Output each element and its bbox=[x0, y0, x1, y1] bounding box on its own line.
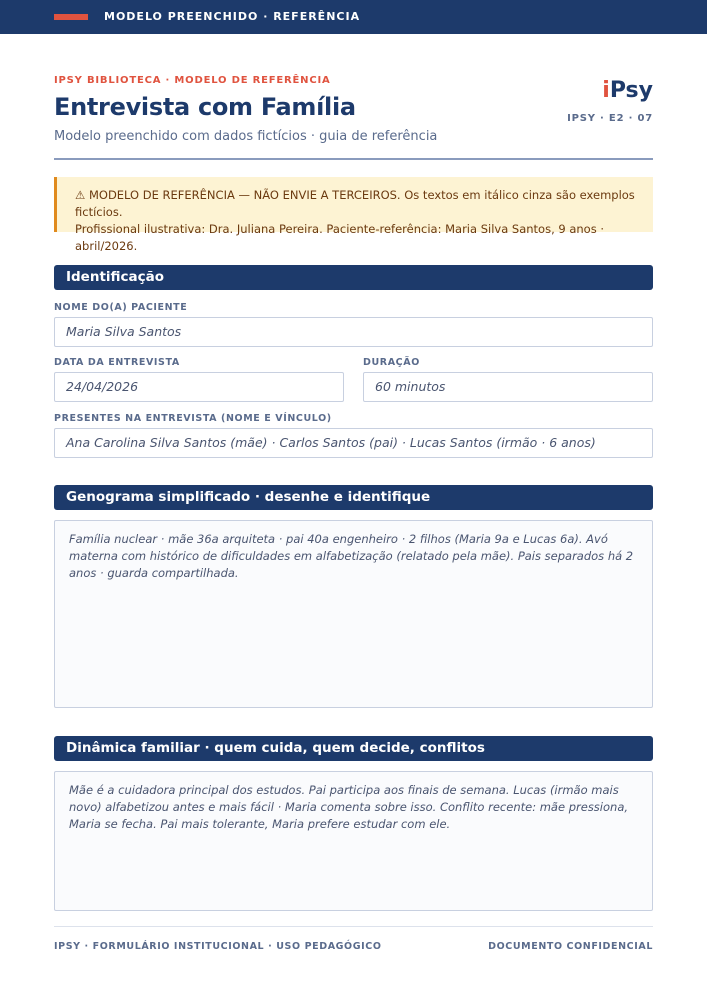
warning-line-1: ⚠ MODELO DE REFERÊNCIA — NÃO ENVIE A TERCEIROS. Os textos em itálico cinza são exemplos fictícios. bbox=[75, 188, 635, 219]
footer-right-text: DOCUMENTO CONFIDENCIAL bbox=[488, 941, 653, 952]
genograma-textarea[interactable]: Família nuclear · mãe 36a arquiteta · pai 40a engenheiro · 2 filhos (Maria 9a e Lucas 6a). Avó materna com histórico de dificuldades em alfabetização (relatado pela mãe). Pais separados há 2 anos · guarda compartilhada. bbox=[54, 520, 653, 708]
logo-rest: Psy bbox=[609, 78, 653, 103]
reference-warning bbox=[54, 177, 653, 253]
attendees-field[interactable]: Ana Carolina Silva Santos (mãe) · Carlos Santos (pai) · Lucas Santos (irmão · 6 anos) bbox=[54, 428, 653, 458]
duration-field[interactable]: 60 minutos bbox=[363, 372, 653, 402]
header-divider bbox=[54, 158, 653, 160]
document-code: IPSY · E2 · 07 bbox=[567, 113, 653, 124]
section-dinamica-header: Dinâmica familiar · quem cuida, quem decide, conflitos bbox=[54, 736, 653, 761]
page-subtitle: Modelo preenchido com dados fictícios · guia de referência bbox=[54, 129, 438, 144]
interview-date-label: DATA DA ENTREVISTA bbox=[54, 357, 180, 368]
page-title: Entrevista com Família bbox=[54, 93, 356, 121]
top-bar-label: MODELO PREENCHIDO · REFERÊNCIA bbox=[104, 10, 361, 23]
patient-name-label: NOME DO(A) PACIENTE bbox=[54, 302, 188, 313]
header-kicker: IPSY BIBLIOTECA · MODELO DE REFERÊNCIA bbox=[54, 75, 331, 86]
section-identificacao-header: Identificação bbox=[54, 265, 653, 290]
top-bar bbox=[0, 0, 707, 34]
footer-left-text: IPSY · FORMULÁRIO INSTITUCIONAL · USO PEDAGÓGICO bbox=[54, 941, 382, 952]
attendees-label: PRESENTES NA ENTREVISTA (NOME E VÍNCULO) bbox=[54, 413, 332, 424]
ipsy-logo bbox=[602, 78, 653, 103]
duration-label: DURAÇÃO bbox=[363, 357, 420, 368]
section-genograma-header: Genograma simplificado · desenhe e identifique bbox=[54, 485, 653, 510]
logo-i: i bbox=[602, 78, 610, 103]
dinamica-textarea[interactable]: Mãe é a cuidadora principal dos estudos. Pai participa aos finais de semana. Lucas (irmão mais novo) alfabetizou antes e mais fácil · Maria comenta sobre isso. Conflito recente: mãe pressiona, Maria se fecha. Pai mais tolerante, Maria prefere estudar com ele. bbox=[54, 771, 653, 911]
patient-name-field[interactable]: Maria Silva Santos bbox=[54, 317, 653, 347]
top-bar-accent bbox=[54, 14, 88, 20]
footer-divider bbox=[54, 926, 653, 927]
warning-line-2: Profissional ilustrativa: Dra. Juliana Pereira. Paciente-referência: Maria Silva Santos, 9 anos · abril/2026. bbox=[75, 222, 605, 253]
interview-date-field[interactable]: 24/04/2026 bbox=[54, 372, 344, 402]
